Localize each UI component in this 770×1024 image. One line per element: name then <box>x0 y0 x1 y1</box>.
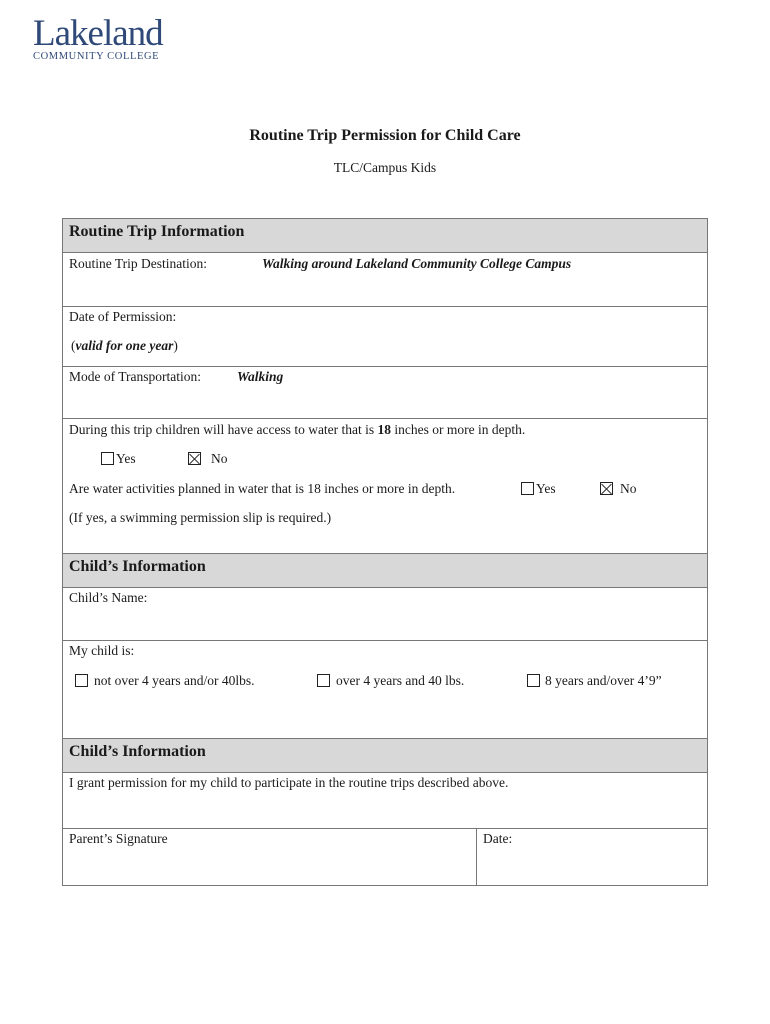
grant-row <box>63 773 707 829</box>
destination-row <box>63 253 707 307</box>
date-signed-label: Date: <box>483 831 513 846</box>
child-size-option-3-checkbox[interactable] <box>527 674 540 687</box>
signature-row <box>63 829 707 885</box>
water-access-question: During this trip children will have access to water that is 18 inches or more in depth. <box>69 422 526 437</box>
logo-wordmark: Lakeland <box>33 13 163 54</box>
child-size-option-2-label: over 4 years and 40 lbs. <box>336 673 465 688</box>
page-title: Routine Trip Permission for Child Care <box>249 127 521 144</box>
water-access-yes-checkbox[interactable] <box>101 452 114 465</box>
date-row <box>63 307 707 367</box>
water-activities-yes-checkbox[interactable] <box>521 482 534 495</box>
trip-section-heading: Routine Trip Information <box>63 219 707 253</box>
permission-form <box>62 218 708 886</box>
college-logo <box>33 14 183 62</box>
child-size-row <box>63 641 707 739</box>
water-activities-yes-label: Yes <box>536 481 556 496</box>
child-size-option-2-checkbox[interactable] <box>317 674 330 687</box>
water-access-no-label: No <box>211 451 228 466</box>
date-note: (valid for one year) <box>71 338 178 353</box>
signature-divider <box>476 829 477 885</box>
consent-section-heading: Child’s Information <box>63 739 707 773</box>
destination-label: Routine Trip Destination: <box>69 256 208 271</box>
water-questions-row <box>63 419 707 554</box>
water-access-no-checkbox[interactable] <box>188 452 201 465</box>
water-activities-no-label: No <box>620 481 637 496</box>
child-size-option-3-label: 8 years and/over 4’9” <box>545 673 662 688</box>
water-activities-question: Are water activities planned in water that is 18 inches or more in depth. <box>69 481 456 496</box>
child-section-heading: Child’s Information <box>63 554 707 588</box>
transport-label: Mode of Transportation: <box>69 369 202 384</box>
child-name-row <box>63 588 707 641</box>
grant-text: I grant permission for my child to participate in the routine trips described above. <box>69 775 509 790</box>
logo-subtitle: COMMUNITY COLLEGE <box>33 51 160 62</box>
water-activities-no-checkbox[interactable] <box>600 482 613 495</box>
water-access-yes-label: Yes <box>116 451 136 466</box>
signature-label: Parent’s Signature <box>69 831 168 846</box>
destination-value[interactable]: Walking around Lakeland Community College Campus <box>262 256 572 271</box>
transport-value[interactable]: Walking <box>237 369 284 384</box>
page-subtitle: TLC/Campus Kids <box>333 160 437 175</box>
child-size-label: My child is: <box>69 643 135 658</box>
transport-row <box>63 367 707 419</box>
date-label: Date of Permission: <box>69 309 177 324</box>
child-size-option-1-label: not over 4 years and/or 40lbs. <box>94 673 255 688</box>
swim-note: (If yes, a swimming permission slip is required.) <box>69 510 332 525</box>
child-size-option-1-checkbox[interactable] <box>75 674 88 687</box>
child-name-label: Child’s Name: <box>69 590 148 605</box>
